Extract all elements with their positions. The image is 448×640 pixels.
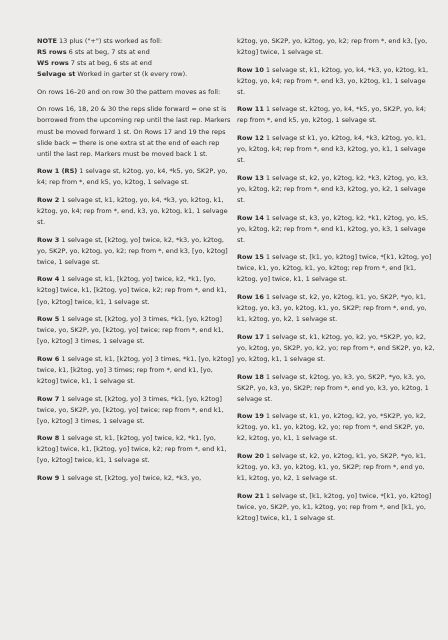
instruction-paragraph [37, 47, 235, 58]
instruction-text: 1 selvage st, [k2tog, yo] twice, k2, *k3, yo, [59, 474, 202, 483]
instruction-text: 1 selvage st, [k2tog, yo] twice, k2, *k3, yo, k2tog, yo, SK2P, yo, k2tog, yo, k2; rep from *, end k3, [yo, k2tog] twice, 1 selvage st. [37, 235, 228, 266]
row-label: Row 2 [37, 195, 60, 204]
text-paragraph [237, 36, 435, 58]
row-label: Row 5 [37, 315, 60, 324]
instruction-paragraph [37, 58, 235, 69]
instruction-paragraph [237, 65, 435, 98]
instruction-paragraph [237, 213, 435, 246]
row-label: WS rows [37, 59, 69, 68]
row-label: Selvage st [37, 70, 76, 79]
row-label: Row 4 [37, 275, 60, 284]
row-label: Row 10 [237, 65, 264, 74]
instruction-paragraph [237, 104, 435, 126]
instruction-text: 1 selvage st, [k2tog, yo] 3 times, *k1, [yo, k2tog] twice, yo, SK2P, yo, [k2tog, yo] twice; rep from *, end k1, [yo, k2tog] 3 times, 1 selvage st. [37, 394, 224, 425]
left-text-column [37, 36, 235, 484]
instruction-text: 1 selvage st, k1, k2tog, yo, k4, *k3, yo, k2tog, k1, k2tog, yo, k4; rep from *, end k3, yo, k2tog, k1, 1 selvage st. [237, 65, 429, 96]
instruction-text: 1 selvage st, k2, yo, k2tog, k1, yo, SK2P, *yo, k1, k2tog, yo, k3, yo, k2tog, k1, yo, SK2P; rep from *, end, yo, k1, k2tog, yo, k2, 1 selvage st. [237, 293, 427, 324]
instruction-paragraph [237, 451, 435, 484]
row-label: Row 11 [237, 105, 264, 114]
row-label: Row 21 [237, 491, 264, 500]
instruction-text: 1 selvage st, [k1, yo, k2tog] twice, *[k1, k2tog, yo] twice, k1, yo, k2tog, k1, yo, k2tog; rep from *, end [k1, k2tog, yo] twice, k1, 1 selvage st. [237, 253, 432, 284]
text-paragraph [37, 104, 235, 159]
instruction-paragraph [237, 491, 435, 524]
instruction-paragraph [37, 314, 235, 347]
instruction-text: 1 selvage st, k1, [k2tog, yo] twice, k2, *k1, [yo, k2tog] twice, k1, [k2tog, yo] twice, k2; rep from *, end k1, [yo, k2tog] twice, k1, 1 selvage st. [37, 275, 227, 306]
instruction-paragraph [237, 252, 435, 285]
instruction-paragraph [37, 274, 235, 307]
row-label: Row 1 (RS) [37, 167, 78, 176]
instruction-text: 1 selvage st, k2tog, yo, k3, yo, SK2P, *yo, k3, yo, SK2P, yo, k3, yo, SK2P; rep from *, end yo, k3, yo, k2tog, 1 selvage st. [237, 372, 429, 403]
instruction-text: 1 selvage st, k2tog, yo, k4, *k5, yo, SK2P, yo, k4; rep from *, end k5, yo, k2tog, 1 selvage st. [237, 105, 427, 125]
instruction-paragraph [37, 394, 235, 427]
instruction-paragraph [37, 195, 235, 228]
row-label: Row 16 [237, 293, 264, 302]
instruction-text: On rows 16–20 and on row 30 the pattern moves as foll: [37, 87, 221, 96]
instruction-paragraph [237, 411, 435, 444]
instruction-text: On rows 16, 18, 20 & 30 the reps slide forward = one st is borrowed from the upcoming rep until the last rep. Markers must be moved forward 1 st. On Rows 17 and 19 the reps slide back = there is one extra st at the end of each rep until the last rep. Markers must be moved back 1 st. [37, 105, 231, 158]
instruction-text: 1 selvage st, k3, yo, k2tog, k2, *k1, k2tog, yo, k5, yo, k2tog, k2; rep from *, end k1, k2tog, yo, k3, 1 selvage st. [237, 213, 429, 244]
instruction-text: 1 selvage st, k2, yo, k2tog, k2, *k3, k2tog, yo, k3, yo, k2tog, k2; rep from *, end k3, k2tog, yo, k2, 1 selvage st. [237, 173, 429, 204]
instruction-paragraph [37, 473, 235, 484]
row-label: Row 12 [237, 134, 264, 143]
row-label: Row 18 [237, 372, 264, 381]
right-text-column [237, 36, 435, 524]
instruction-text: 13 plus ("+") sts worked as foll: [56, 37, 163, 45]
instruction-text: 1 selvage st, [k1, k2tog, yo] twice, *[k1, yo, k2tog] twice, yo, SK2P, yo, k1, k2tog, yo; rep from *, end [k1, yo, k2tog] twice, k1, 1 selvage st. [237, 491, 432, 522]
row-label: Row 3 [37, 235, 60, 244]
instruction-text: k2tog, yo, SK2P, yo, k2tog, yo, k2; rep from *, end k3, [yo, k2tog] twice, 1 selvage st. [237, 37, 428, 57]
instruction-text: 1 selvage st, k1, k2tog, yo, k2, yo, *SK2P, yo, k2, yo, k2tog, yo, SK2P, yo, k2, yo; rep from *, end SK2P, yo, k2, yo, k2tog, k1, 1 selvage st. [237, 332, 435, 363]
instruction-text: 1 selvage st, k1, [k2tog, yo] 3 times, *k1, [yo, k2tog] twice, k1, [k2tog, yo] 3 times; rep from *, end k1, [yo, k2tog] twice, k1, 1 selvage st. [37, 354, 234, 385]
instruction-paragraph [37, 36, 235, 47]
instruction-paragraph [37, 69, 235, 80]
instruction-paragraph [37, 354, 235, 387]
instruction-text: 1 selvage st, k1, k2tog, yo, k4, *k3, yo, k2tog, k1, k2tog, yo, k4; rep from *, end, k3, yo, k2tog, k1, 1 selvage st. [37, 195, 228, 227]
instruction-text: 6 sts at beg, 7 sts at end [66, 48, 150, 57]
instruction-text: 1 selvage st, k2, yo, k2tog, k1, yo, SK2P, *yo, k1, k2tog, yo, k3, yo, k2tog, k1, yo, SK2P; rep from *, end yo, k1, k2tog, yo, k2, 1 selvage st. [237, 451, 426, 483]
instruction-paragraph [237, 173, 435, 206]
text-paragraph [37, 87, 235, 98]
instruction-paragraph [37, 433, 235, 466]
row-label: NOTE [37, 37, 57, 45]
row-label: Row 9 [37, 474, 60, 483]
instruction-paragraph [237, 332, 435, 365]
row-label: Row 8 [37, 434, 60, 443]
row-label: Row 19 [237, 412, 264, 421]
instruction-text: 1 selvage st, k1, yo, k2tog, k2, yo, *SK2P, yo, k2, k2tog, yo, k1, yo, k2tog, k2, yo; rep from *, end SK2P, yo, k2, k2tog, yo, k1, 1 selvage st. [237, 412, 426, 443]
instruction-paragraph [237, 372, 435, 405]
row-label: RS rows [37, 48, 67, 57]
instruction-paragraph [37, 235, 235, 268]
instruction-paragraph [237, 292, 435, 325]
instruction-paragraph [237, 133, 435, 166]
row-label: Row 6 [37, 354, 60, 363]
row-label: Row 20 [237, 451, 264, 460]
instruction-paragraph [37, 166, 235, 188]
row-label: Row 17 [237, 332, 264, 341]
instruction-text: 1 selvage st k1, yo, k2tog, k4, *k3, k2tog, yo, k1, yo, k2tog, k4; rep from *, end k3, k2tog, yo, k1, 1 selvage st. [237, 134, 427, 165]
row-label: Row 7 [37, 394, 60, 403]
row-label: Row 14 [237, 213, 264, 222]
instruction-text: 1 selvage st, k2tog, yo, k4, *k5, yo, SK2P, yo, k4; rep from *, end k5, yo, k2tog, 1 selvage st. [37, 167, 228, 187]
instruction-text: 1 selvage st, [k2tog, yo] 3 times, *k1, [yo, k2tog] twice, yo, SK2P, yo, [k2tog, yo] twice; rep from *, end k1, [yo, k2tog] 3 times, 1 selvage st. [37, 315, 224, 346]
row-label: Row 13 [237, 173, 264, 182]
instruction-text: Worked in garter st (k every row). [75, 70, 188, 79]
row-label: Row 15 [237, 253, 264, 262]
instruction-text: 1 selvage st, k1, [k2tog, yo] twice, k2, *k1, [yo, k2tog] twice, k1, [k2tog, yo] twice, k2; rep from *, end k1, [yo, k2tog] twice, k1, 1 selvage st. [37, 434, 227, 465]
instruction-text: 7 sts at beg, 6 sts at end [68, 59, 152, 68]
